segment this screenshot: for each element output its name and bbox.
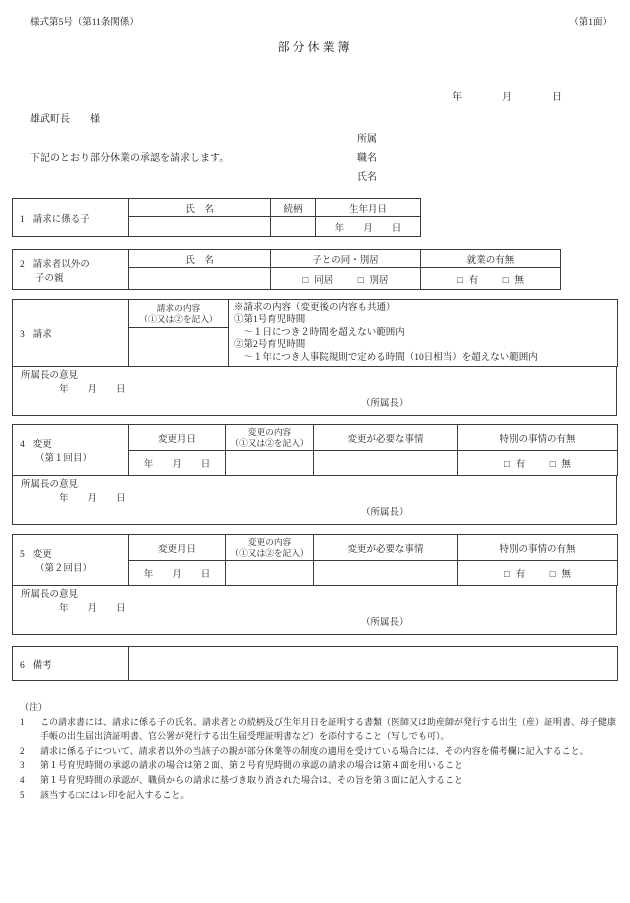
change1-date-header: 変更月日 — [129, 425, 226, 451]
section5-box — [12, 534, 618, 635]
checkbox-change2-special-no[interactable]: □ — [549, 570, 556, 580]
section4-title: 変更 — [32, 440, 52, 450]
change2-date-header: 変更月日 — [129, 535, 226, 561]
note-text: この請求書には、請求に係る子の氏名、請求者との続柄及び生年月日を証明する書類（医師又は助産師が発行する出生（産）証明書、母子健康手帳の出生届出済証明書、官公署が発行する出生届受理証明書など）を添付すること（写しでも可）。 — [40, 716, 617, 742]
checkbox-employed-yes[interactable]: □ — [457, 275, 463, 286]
note-text: 第１号育児時間の承認が、職員からの請求に基づき取り消された場合は、その旨を第３面に記入すること — [40, 774, 464, 785]
section5-supervisor-opinion — [12, 586, 617, 635]
header-date-line: 年 月 日 — [452, 92, 562, 103]
change1-special-options — [458, 451, 618, 476]
parent-name-header: 氏 名 — [129, 250, 271, 268]
birthdate-input-cell[interactable]: 年 月 日 — [316, 217, 421, 237]
checkbox-living-apart[interactable]: □ — [357, 275, 364, 286]
request-note-line2: ①第1号育児時間 — [234, 315, 306, 326]
request-content-header — [129, 300, 229, 328]
employment-options — [421, 268, 561, 290]
section3-title: 請求 — [32, 330, 52, 341]
living-apart-label: 別居 — [369, 275, 389, 286]
section6-number: 6 — [20, 660, 25, 671]
affiliation-label: 所属 — [357, 134, 377, 145]
section2-label — [13, 250, 129, 290]
section5-title: 変更 — [32, 550, 52, 560]
change2-content-input-cell[interactable] — [226, 561, 314, 586]
section1-table — [12, 198, 421, 237]
checkbox-living-together[interactable]: □ — [302, 275, 309, 286]
section1-number: 1 — [20, 214, 25, 225]
parent-name-input-cell[interactable] — [129, 268, 271, 290]
addressee: 雄武町長 様 — [30, 114, 100, 125]
note-text: 請求に係る子について、請求者以外の当該子の親が部分休業等の制度の適用を受けている場合には、その内容を備考欄に記入すること。 — [40, 745, 589, 756]
child-name-header: 氏 名 — [129, 199, 271, 217]
note-number: 4 — [20, 774, 25, 785]
section2-table — [12, 249, 561, 290]
change1-date-input-cell[interactable]: 年 月 日 — [129, 451, 226, 476]
change2-content-header — [226, 535, 314, 561]
request-note-line3: ～１日につき２時間を超えない範囲内 — [234, 327, 405, 338]
position-label: 職名 — [357, 153, 377, 164]
form-number: 様式第5号（第11条関係） — [30, 18, 139, 28]
form-title: 部分休業簿 — [277, 40, 353, 54]
section2-title-line1: 請求者以外の — [32, 259, 90, 270]
change1-content-input-cell[interactable] — [226, 451, 314, 476]
child-name-input-cell[interactable] — [129, 217, 271, 237]
change1-reason-header: 変更が必要な事情 — [314, 425, 458, 451]
section3-label — [13, 300, 129, 367]
change1-content-header-line2: （①又は②を記入） — [230, 437, 309, 448]
sheet-marker: （第1面） — [569, 18, 612, 28]
change1-special-yes-label: 有 — [515, 460, 526, 470]
request-content-input-cell[interactable] — [129, 328, 229, 367]
request-note-line5: ～１年につき人事院規則で定める時間（10日相当）を超えない範囲内 — [234, 352, 538, 363]
note-number: 2 — [20, 745, 25, 756]
checkbox-employed-no[interactable]: □ — [502, 275, 509, 286]
section5-table — [12, 534, 618, 586]
note-item-2 — [20, 744, 618, 759]
change2-special-no-label: 無 — [561, 570, 571, 580]
change2-content-header-line1: 変更の内容 — [247, 537, 292, 547]
cohabitation-header: 子との同・別居 — [271, 250, 421, 268]
note-item-1 — [20, 715, 618, 744]
section6-table — [12, 646, 618, 681]
checkbox-change1-special-yes[interactable]: □ — [504, 460, 510, 470]
name-label: 氏名 — [357, 172, 377, 183]
opinion-date[interactable]: 年 月 日 — [59, 494, 126, 504]
request-statement: 下記のとおり部分休業の承認を請求します。 — [30, 153, 230, 164]
section4-box — [12, 424, 618, 525]
notes-heading: （注） — [20, 702, 48, 712]
opinion-signer: （所属長） — [361, 508, 409, 518]
checkbox-change2-special-yes[interactable]: □ — [504, 570, 510, 580]
section4-table — [12, 424, 618, 476]
section1-label — [13, 199, 129, 237]
relation-input-cell[interactable] — [271, 217, 316, 237]
birthdate-header: 生年月日 — [316, 199, 421, 217]
section1-title: 請求に係る子 — [32, 214, 90, 225]
change1-content-header — [226, 425, 314, 451]
note-item-3 — [20, 758, 618, 773]
change2-special-options — [458, 561, 618, 586]
section3-supervisor-opinion — [12, 367, 617, 416]
request-content-header-line1: 請求の内容 — [156, 303, 201, 314]
change1-special-no-label: 無 — [561, 460, 571, 470]
section6-label — [13, 647, 129, 681]
opinion-signer: （所属長） — [361, 399, 409, 410]
note-number: 3 — [20, 760, 25, 771]
request-note-line4: ②第2号育児時間 — [234, 340, 306, 351]
opinion-date[interactable]: 年 月 日 — [59, 385, 126, 396]
relation-header: 続柄 — [271, 199, 316, 217]
section4-label — [13, 425, 129, 476]
change2-date-input-cell[interactable]: 年 月 日 — [129, 561, 226, 586]
note-text: 該当する□にはレ印を記入すること。 — [40, 789, 190, 800]
change1-content-header-line1: 変更の内容 — [247, 427, 292, 437]
employed-no-label: 無 — [514, 275, 524, 286]
change2-special-header: 特別の事情の有無 — [458, 535, 618, 561]
opinion-label: 所属長の意見 — [21, 371, 79, 382]
living-together-label: 同居 — [314, 275, 334, 286]
checkbox-change1-special-no[interactable]: □ — [549, 460, 556, 470]
opinion-label: 所属長の意見 — [21, 480, 79, 490]
request-note-line1: ※請求の内容（変更後の内容も共通） — [234, 303, 396, 313]
change2-content-header-line2: （①又は②を記入） — [230, 547, 309, 558]
remarks-input-cell[interactable] — [129, 647, 618, 681]
section2-number: 2 — [20, 259, 25, 270]
opinion-label: 所属長の意見 — [21, 590, 79, 600]
section5-number: 5 — [20, 550, 25, 560]
section4-subtitle: （第１回目） — [35, 454, 93, 464]
change1-reason-input-cell[interactable] — [314, 451, 458, 476]
change2-special-yes-label: 有 — [515, 570, 526, 580]
change2-reason-input-cell[interactable] — [314, 561, 458, 586]
change2-reason-header: 変更が必要な事情 — [314, 535, 458, 561]
section4-number: 4 — [20, 440, 25, 450]
section5-label — [13, 535, 129, 586]
note-number: 1 — [20, 716, 25, 727]
section4-supervisor-opinion — [12, 476, 617, 525]
section3-number: 3 — [20, 330, 25, 341]
footnotes — [20, 700, 618, 802]
request-content-header-line2: （①又は②を記入） — [139, 313, 218, 324]
change1-special-header: 特別の事情の有無 — [458, 425, 618, 451]
section3-table — [12, 299, 618, 367]
note-item-4 — [20, 773, 618, 788]
cohabitation-options — [271, 268, 421, 290]
employment-header: 就業の有無 — [421, 250, 561, 268]
opinion-date[interactable]: 年 月 日 — [59, 604, 126, 614]
section2-title-line2: 子の親 — [35, 273, 64, 284]
section5-subtitle: （第２回目） — [35, 564, 93, 574]
section6-title: 備考 — [32, 660, 52, 671]
section3-box — [12, 299, 618, 416]
note-number: 5 — [20, 789, 25, 800]
opinion-signer: （所属長） — [361, 618, 409, 628]
request-content-notes — [229, 300, 618, 367]
note-item-5 — [20, 788, 618, 803]
note-text: 第１号育児時間の承認の請求の場合は第２面、第２号育児時間の承認の請求の場合は第４面を用いること — [40, 760, 464, 771]
employed-yes-label: 有 — [468, 275, 479, 286]
